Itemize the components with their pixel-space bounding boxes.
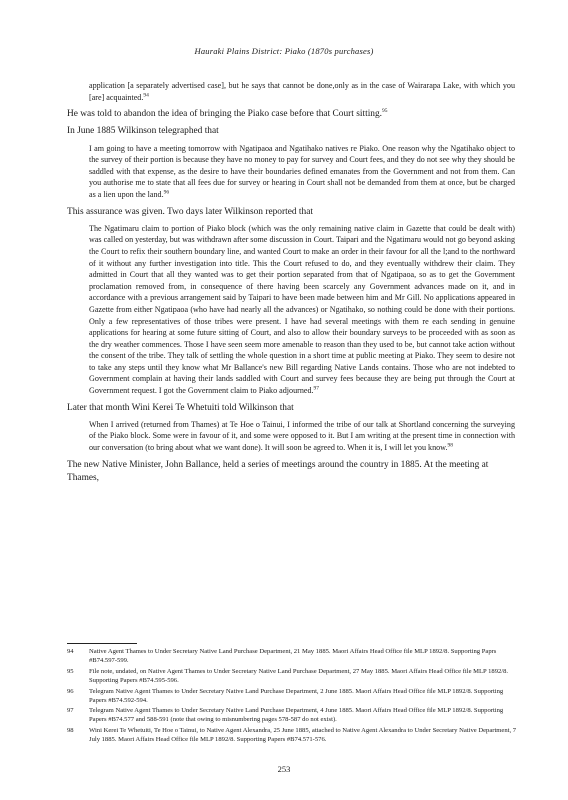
footnote-divider (67, 643, 137, 644)
block-text: This assurance was given. Two days later Wilkinson reported that (67, 206, 313, 217)
block-text: He was told to abandon the idea of bringing the Piako case before that Court sitting. (67, 109, 383, 120)
footnote-number: 95 (67, 667, 74, 675)
body-paragraph (67, 459, 517, 485)
footnote-number: 96 (67, 687, 74, 695)
body-paragraph (67, 206, 517, 219)
footnote-text: Telegram Native Agent Thames to Under Secretary Native Land Purchase Department, 2 June 1885. Maori Affairs Head Office file MLP 1892/8. Supporting Papers #B74.592-594. (89, 687, 504, 704)
block-text: I am going to have a meeting tomorrow with Ngatipaoa and Ngatihako natives re Piako. One reason why the Ngatihako object to the survey of their portion is because they have no money to pay for survey and Court fees, and they do not see why they should be saddled with that expense, as the desire to have their boundaries defined emanates from the Government and not from them. Can you authorise me to state that all fees due for survey or hearing in Court shall not be demanded from them at once, but be charged as a lien upon the land. (89, 143, 515, 199)
footnote-number: 97 (67, 707, 74, 715)
footnote-ref: 94 (143, 91, 149, 98)
footnote (67, 727, 517, 745)
block-quote (89, 223, 515, 397)
block-text: The new Native Minister, John Ballance, held a series of meetings around the country in 1885. At the meeting at Thames, (67, 459, 489, 483)
footnote-text: File note, undated, on Native Agent Thames to Under Secretary Native Land Purchase Department, 27 May 1885. Maori Affairs Head Office file MLP 1892/8. Supporting Papers #B74.595-596. (89, 667, 509, 684)
page-number: 253 (277, 764, 291, 774)
body-paragraph (67, 402, 517, 415)
body-text (67, 80, 517, 489)
running-head: Hauraki Plains District: Piako (1870s purchases) (194, 46, 374, 56)
footnote (67, 707, 517, 725)
footnote-ref: 95 (382, 108, 388, 115)
footnotes (67, 648, 517, 747)
block-text: In June 1885 Wilkinson telegraphed that (67, 126, 219, 137)
footnote (67, 688, 517, 706)
footnote-number: 98 (67, 727, 74, 735)
footnote-ref: 98 (447, 442, 454, 449)
footnote-ref: 96 (163, 189, 170, 196)
footnote-text: Telegram Native Agent Thames to Under Secretary Native Land Purchase Department, 4 June 1885. Maori Affairs Head Office file MLP 1892/8. Supporting Papers #B74.577 and 588-591 (note that owing to misnumbering pages 578-587 do not exist). (89, 707, 504, 724)
footnote-text: Native Agent Thames to Under Secretary Native Land Purchase Department, 21 May 1885. Maori Affairs Head Office file MLP 1892/8. Supporting Paprs #B74.597-599. (89, 648, 497, 664)
block-text: Later that month Wini Kerei Te Whetuiti told Wilkinson that (67, 402, 294, 413)
block-text: application [a separately advertised case], but he says that cannot be done,only as in the case of Wairarapa Lake, with which you [are] acquainted. (89, 81, 515, 102)
block-quote (89, 143, 515, 201)
footnote-number: 94 (67, 648, 74, 655)
body-paragraph (67, 125, 517, 138)
footnote-text: Wini Kerei Te Whetuiti, Te Hoe o Tainui, to Native Agent Alexandra, 25 June 1885, attached to Native Agent Alexandra to Under Secretary Native Department, 7 July 1885. Maori Affairs Head Office file MLP 1892/8. Supporting Papers #B74.571-576. (89, 727, 517, 744)
footnote-ref: 97 (313, 385, 320, 392)
block-quote (89, 80, 515, 103)
body-paragraph (67, 108, 517, 121)
block-text: When I arrived (returned from Thames) at Te Hoe o Tainui, I informed the tribe of our talk at Shortland concerning the surveying of the Piako block. Some were in favour of it, and some were opposed to it. But I am writing at the present time in connection with our conversation (to bring about what we want done). It will soon be agreed to. When it is, I will let you know. (89, 419, 515, 453)
block-quote (89, 419, 515, 454)
block-text: The Ngatimaru claim to portion of Piako block (which was the only remaining native claim in Gazette that could be dealt with) was called on yesterday, but was withdrawn after some discussion in Court. Taipari and the Ngatimaru would not go beyond asking the Court to refix their southern boundary line, and wanted Court to make an order in their favour for all the l;and to the northward of it without any further investigation into title. This the Court refused to do, and they eventually withdrew their claim. They admitted in Court that all they wanted was to get their portion separated from that of Ngatipaoa, so as to get the Government proclamation removed from, in consequence of there having been scarcely any Government advances made on it, and in accordance with a previous arrangement said by Taipari to have been made between him and Mr Gill. No applications appeared in Gazette from either Ngatipaoa (who have had nearly all the advances) or Ngatihako, so nothing could be done with their portions. Only a few representatives of those tribes were present. I have had several meetings with them re each sending in genuine applications for hearing at some future sitting of Court, and also to allow their boundary surveys to be proceeded with as soon as the dry weather commences. Those I have seen seem more amenable to reason than they used to be, but cannot take action without the consent of the tribe. They talk of settling the whole question in a short time at public meeting at Piako. They seem to desire not to take any steps until they know what Mr Ballance's new Bill regarding Native Lands contains. Those who are not indebted to Government complain at having their lands saddled with Court and survey fees because they are being put through the Court at Government request. I got the Government claim to Piako adjourned. (89, 223, 515, 396)
footnote (67, 668, 517, 686)
footnote (67, 648, 517, 666)
